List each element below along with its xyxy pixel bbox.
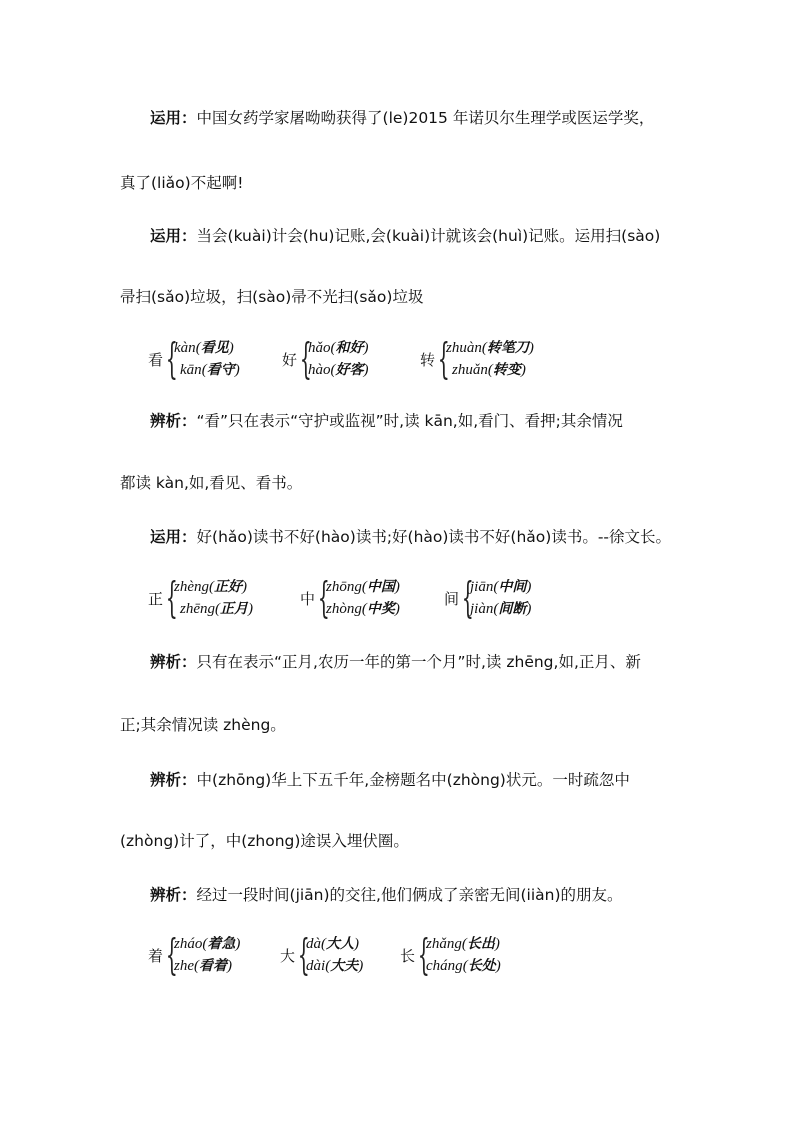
reading-2: zhēng(正月) xyxy=(180,601,254,617)
polyphone-group-da xyxy=(280,930,364,979)
reading-1: dà(大人) xyxy=(306,936,360,952)
analysis-line-1 xyxy=(150,410,623,432)
reading-2: hào(好客) xyxy=(308,362,369,378)
analysis-text: 只有在表示“正月,农历一年的第一个月”时,读 zhēng,如,正月、新 xyxy=(196,653,641,671)
brace-icon: { xyxy=(299,334,312,383)
analysis-text: 正;其余情况读 zhèng。 xyxy=(120,716,286,734)
polyphone-group-jian xyxy=(444,573,532,622)
polyphone-group-zheng xyxy=(148,573,254,622)
analysis-line-3 xyxy=(150,651,641,673)
reading-2: dài(大夫) xyxy=(306,958,364,974)
polyphone-char: 着 xyxy=(148,946,164,965)
analysis-text: 经过一段时间(jiān)的交往,他们俩成了亲密无间(iiàn)的朋友。 xyxy=(196,886,623,904)
usage-line-3 xyxy=(150,225,660,247)
reading-1: hǎo(和好) xyxy=(308,340,369,356)
analysis-label: 辨析： xyxy=(150,412,197,430)
polyphone-char: 好 xyxy=(282,350,298,369)
polyphone-group-zhao xyxy=(148,930,241,979)
polyphone-char: 看 xyxy=(148,350,164,369)
analysis-text: “看”只在表示“守护或监视”时,读 kān,如,看门、看押;其余情况 xyxy=(196,412,623,430)
polyphone-char: 间 xyxy=(444,589,460,608)
usage-text: 好(hǎo)读书不好(hào)读书;好(hào)读书不好(hǎo)读书。--徐文长。 xyxy=(196,528,672,546)
polyphone-group-zhuan xyxy=(420,334,534,383)
usage-line-2 xyxy=(120,172,243,194)
usage-text: 帚扫(sǎo)垃圾，扫(sào)帚不光扫(sǎo)垃圾 xyxy=(120,288,424,306)
reading-1: zhōng(中国) xyxy=(326,579,400,595)
polyphone-char: 长 xyxy=(400,946,416,965)
analysis-text: 都读 kàn,如,看见、看书。 xyxy=(120,474,303,492)
reading-1: jiān(中间) xyxy=(470,579,532,595)
usage-label: 运用： xyxy=(150,109,197,127)
analysis-line-5 xyxy=(150,769,630,791)
analysis-label: 辨析： xyxy=(150,653,197,671)
brace-icon: { xyxy=(297,930,310,979)
reading-1: zháo(着急) xyxy=(174,936,241,952)
analysis-text: 中(zhōng)华上下五千年,金榜题名中(zhòng)状元。一时疏忽中 xyxy=(196,771,630,789)
brace-icon: { xyxy=(165,930,178,979)
polyphone-group-zhong xyxy=(300,573,400,622)
analysis-line-4 xyxy=(120,714,286,736)
polyphone-char: 转 xyxy=(420,350,436,369)
analysis-label: 辨析： xyxy=(150,886,197,904)
usage-label: 运用： xyxy=(150,227,197,245)
polyphone-char: 正 xyxy=(148,589,164,608)
brace-icon: { xyxy=(165,334,178,383)
usage-text: 中国女药学家屠呦呦获得了(le)2015 年诺贝尔生理学或医运学奖， xyxy=(196,109,655,127)
brace-icon: { xyxy=(437,334,450,383)
usage-text: 当会(kuài)计会(hu)记账,会(kuài)计就该会(huì)记账。运用扫(sào) xyxy=(196,227,661,245)
reading-2: zhòng(中奖) xyxy=(326,601,400,617)
usage-text: 真了(liǎo)不起啊! xyxy=(120,174,244,192)
reading-2: zhe(看着) xyxy=(174,958,233,974)
reading-1: zhèng(正好) xyxy=(174,579,248,595)
analysis-label: 辨析： xyxy=(150,771,197,789)
analysis-line-2 xyxy=(120,472,302,494)
brace-icon: { xyxy=(461,573,474,622)
reading-1: zhuàn(转笔刀) xyxy=(446,340,534,356)
analysis-line-7 xyxy=(150,884,623,906)
usage-line-4 xyxy=(120,286,423,308)
reading-2: kān(看守) xyxy=(180,362,240,378)
reading-2: cháng(长处) xyxy=(426,958,501,974)
usage-line-1 xyxy=(150,107,654,129)
brace-icon: { xyxy=(165,573,178,622)
polyphone-group-zhang xyxy=(400,930,501,979)
reading-1: zhǎng(长出) xyxy=(426,936,500,952)
reading-2: jiàn(间断) xyxy=(470,601,532,617)
analysis-line-6 xyxy=(120,830,409,852)
analysis-text: (zhòng)计了，中(zhong)途误入埋伏圈。 xyxy=(120,832,409,850)
brace-icon: { xyxy=(317,573,330,622)
polyphone-char: 中 xyxy=(300,589,316,608)
polyphone-char: 大 xyxy=(280,946,296,965)
reading-1: kàn(看见) xyxy=(174,340,234,356)
usage-label: 运用： xyxy=(150,528,197,546)
brace-icon: { xyxy=(417,930,430,979)
usage-line-5 xyxy=(150,526,671,548)
polyphone-group-hao xyxy=(282,334,369,383)
polyphone-group-kan xyxy=(148,334,240,383)
reading-2: zhuǎn(转变) xyxy=(452,362,526,378)
